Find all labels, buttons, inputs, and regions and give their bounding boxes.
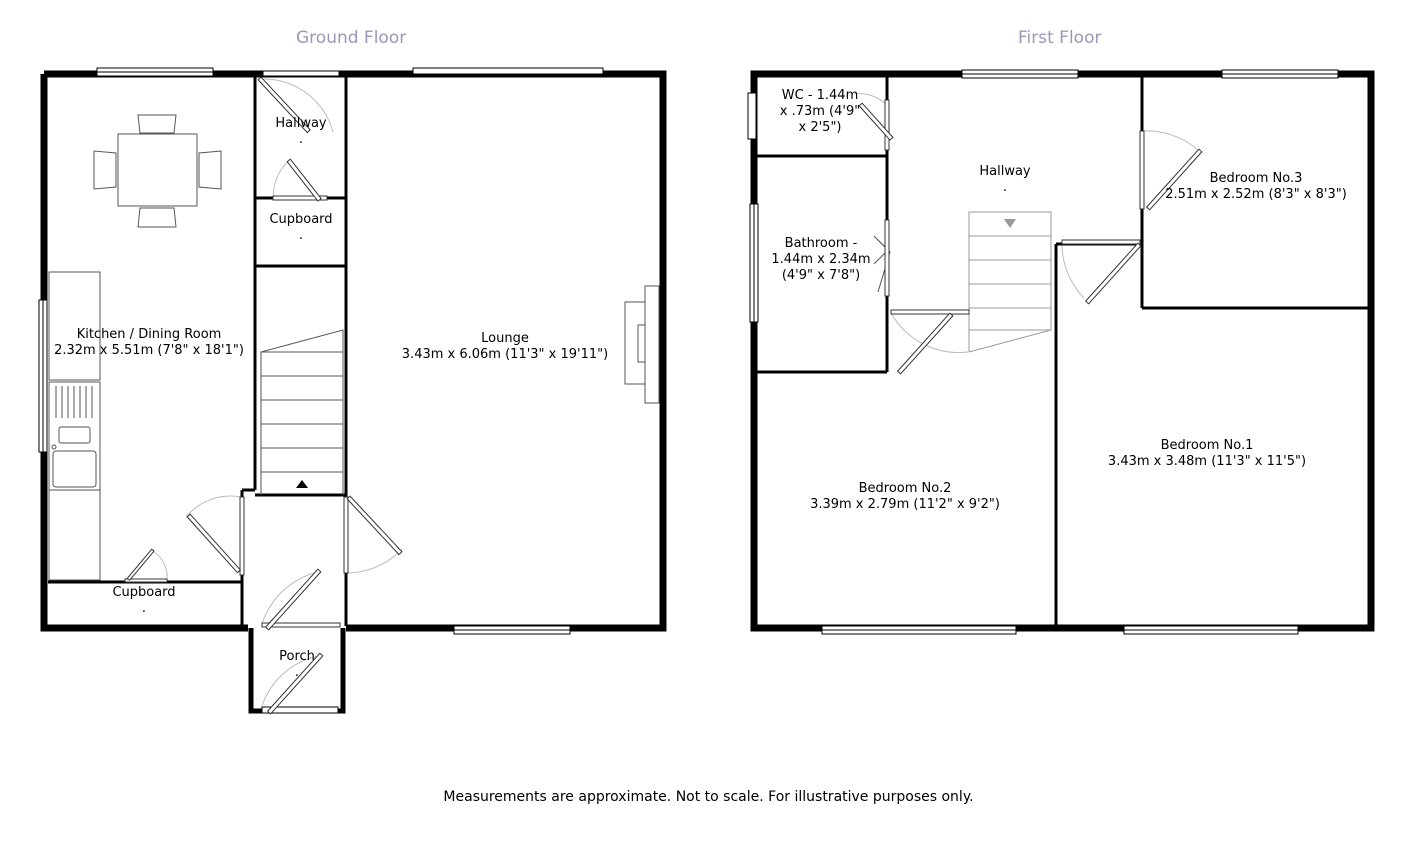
room-name: Hallway <box>979 164 1031 179</box>
room-name: Kitchen / Dining Room <box>76 327 222 342</box>
room-size: 2.51m x 2.52m (8'3" x 8'3") <box>1165 187 1347 202</box>
kitchen-counters <box>49 272 100 580</box>
stairs-down-arrow-icon <box>1004 219 1016 228</box>
bathroom-label <box>771 236 870 284</box>
room-size: . <box>141 601 147 616</box>
room-size: 2.32m x 5.51m (7'8" x 18'1") <box>54 343 244 358</box>
room-size: . <box>1002 180 1008 195</box>
room-name: Lounge <box>481 331 529 346</box>
first-doors <box>854 94 1202 374</box>
ground-hallway-label <box>275 116 326 148</box>
dining-table-icon <box>94 115 221 227</box>
room-name: Porch <box>279 649 315 664</box>
first-interior-walls <box>757 76 1368 626</box>
bathroom-line1: Bathroom - <box>784 236 858 251</box>
upper-cupboard-label <box>269 212 332 244</box>
kitchen-label <box>54 327 244 359</box>
bedroom2-label <box>810 481 1000 513</box>
room-size: . <box>298 132 304 147</box>
wc-label <box>780 88 860 136</box>
lower-cupboard-label <box>112 585 175 617</box>
ground-floor-title: Ground Floor <box>296 28 407 48</box>
bedroom1-label <box>1108 438 1306 470</box>
room-size: . <box>298 228 304 243</box>
room-size: 3.39m x 2.79m (11'2" x 9'2") <box>810 497 1000 512</box>
bathroom-line3: (4'9" x 7'8") <box>781 268 861 283</box>
first-floor-plan <box>748 70 1371 634</box>
first-hallway-label <box>979 164 1030 196</box>
first-floor-title: First Floor <box>1018 28 1102 48</box>
room-name: Bedroom No.2 <box>858 481 952 496</box>
room-size: 3.43m x 3.48m (11'3" x 11'5") <box>1107 454 1307 469</box>
bathroom-line2: 1.44m x 2.34m <box>771 252 871 267</box>
wc-line1: WC - 1.44m <box>781 88 859 103</box>
disclaimer-note: Measurements are approximate. Not to scale. For illustrative purposes only. <box>443 789 974 805</box>
lounge-label <box>402 331 608 363</box>
bedroom3-label <box>1165 171 1347 203</box>
room-size: . <box>294 665 300 680</box>
room-name: Cupboard <box>112 585 176 600</box>
room-name: Hallway <box>275 116 327 131</box>
room-name: Bedroom No.1 <box>1160 438 1254 453</box>
room-name: Cupboard <box>269 212 333 227</box>
fireplace-icon <box>625 286 659 403</box>
first-stairs <box>969 212 1051 352</box>
ground-stairs <box>261 330 343 495</box>
room-size: 3.43m x 6.06m (11'3" x 19'11") <box>401 347 609 362</box>
wc-line2: x .73m (4'9" <box>779 104 861 119</box>
wc-line3: x 2'5") <box>798 120 842 135</box>
porch-label <box>279 649 315 681</box>
room-name: Bedroom No.3 <box>1209 171 1303 186</box>
stairs-up-arrow-icon <box>296 480 308 488</box>
